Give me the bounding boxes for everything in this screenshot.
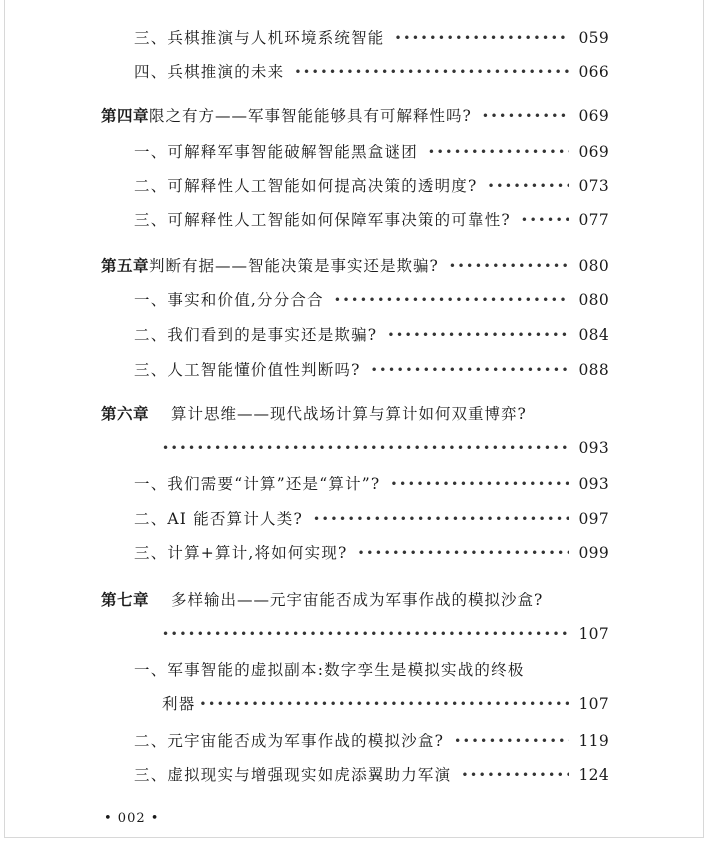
toc-entry-continuation[interactable] — [162, 624, 609, 645]
chapter-title: 算计思维——现代战场计算与算计如何双重博弈? — [171, 405, 527, 423]
toc-entry[interactable] — [134, 765, 609, 786]
toc-entry-title: 二、元宇宙能否成为军事作战的模拟沙盒? — [134, 732, 445, 750]
dot-leader — [482, 106, 569, 126]
toc-entry-title: 利器 — [162, 695, 196, 713]
toc-page-number: 077 — [578, 211, 609, 229]
toc-entry[interactable] — [134, 731, 609, 752]
dot-leader — [199, 694, 569, 714]
toc-entry[interactable] — [134, 142, 609, 163]
dot-leader — [449, 256, 569, 276]
toc-page-number: 119 — [578, 732, 609, 750]
toc-entry-title: 二、AI 能否算计人类? — [134, 510, 303, 528]
chapter-label: 第七章 — [101, 590, 150, 609]
toc-chapter-entry[interactable] — [101, 404, 609, 424]
toc-entry-title: 三、虚拟现实与增强现实如虎添翼助力军演 — [134, 766, 452, 784]
toc-entry[interactable] — [134, 62, 609, 83]
toc-entry-title: 一、我们需要“计算”还是“算计”? — [134, 475, 381, 493]
toc-entry[interactable] — [134, 509, 609, 530]
dot-leader — [387, 325, 569, 345]
toc-entry-continuation[interactable] — [162, 438, 609, 459]
dot-leader — [521, 210, 569, 230]
toc-page-number: 107 — [578, 625, 609, 643]
dot-leader — [454, 731, 569, 751]
toc-page-number: 080 — [578, 291, 609, 309]
chapter-title: 判断有据——智能决策是事实还是欺骗? — [149, 257, 439, 275]
toc-entry-title: 一、事实和价值,分分合合 — [134, 291, 324, 309]
dot-leader — [294, 62, 569, 82]
toc-chapter-entry[interactable] — [101, 590, 609, 610]
toc-entry-title: 一、可解释军事智能破解智能黑盒谜团 — [134, 143, 418, 161]
dot-leader — [395, 28, 569, 48]
dot-leader — [162, 438, 569, 458]
toc-entry[interactable] — [134, 28, 609, 49]
toc-entry[interactable] — [134, 176, 609, 197]
toc-page-number: 059 — [578, 29, 609, 47]
toc-entry[interactable] — [134, 325, 609, 346]
toc-entry[interactable] — [134, 543, 609, 564]
toc-page-number: 093 — [578, 475, 609, 493]
toc-entry-title: 三、计算+算计,将如何实现? — [134, 544, 348, 562]
toc-entry[interactable] — [134, 360, 609, 381]
toc-chapter-entry[interactable] — [101, 256, 609, 277]
toc-page-number: 093 — [578, 439, 609, 457]
chapter-label: 第四章 — [101, 106, 150, 125]
toc-entry-title: 二、可解释性人工智能如何提高决策的透明度? — [134, 177, 478, 195]
toc-page-number: 124 — [578, 766, 609, 784]
dot-leader — [358, 543, 569, 563]
toc-page-number: 088 — [578, 361, 609, 379]
chapter-title: 限之有方——军事智能能够具有可解释性吗? — [149, 107, 472, 125]
toc-page-number: 073 — [578, 177, 609, 195]
toc-entry[interactable] — [134, 474, 609, 495]
toc-page-number: 084 — [578, 326, 609, 344]
toc-entry-title: 四、兵棋推演的未来 — [134, 63, 285, 81]
toc-page-number: 080 — [578, 257, 609, 275]
toc-page-number: 066 — [578, 63, 609, 81]
toc-entry-continuation[interactable] — [162, 694, 609, 715]
toc-page-number: 069 — [578, 143, 609, 161]
chapter-title: 多样输出——元宇宙能否成为军事作战的模拟沙盒? — [171, 591, 544, 609]
toc-page-number: 069 — [578, 107, 609, 125]
dot-leader — [313, 509, 569, 529]
toc-entry[interactable] — [134, 290, 609, 311]
toc-page-number: 099 — [578, 544, 609, 562]
dot-leader — [461, 765, 569, 785]
dot-leader — [334, 290, 569, 310]
toc-entry-title: 二、我们看到的是事实还是欺骗? — [134, 326, 378, 344]
chapter-label: 第五章 — [101, 256, 150, 275]
toc-entry-title: 三、可解释性人工智能如何保障军事决策的可靠性? — [134, 211, 511, 229]
toc-entry-title: 三、人工智能懂价值性判断吗? — [134, 361, 361, 379]
page-folio: • 002 • — [104, 811, 160, 826]
dot-leader — [488, 176, 569, 196]
toc-entry-title: 三、兵棋推演与人机环境系统智能 — [134, 29, 385, 47]
dot-leader — [428, 142, 569, 162]
dot-leader — [162, 624, 569, 644]
toc-entry[interactable] — [134, 660, 609, 680]
dot-leader — [371, 360, 569, 380]
toc-entry[interactable] — [134, 210, 609, 231]
toc-chapter-entry[interactable] — [101, 106, 609, 127]
dot-leader — [390, 474, 569, 494]
chapter-label: 第六章 — [101, 404, 150, 423]
toc-entry-title: 一、军事智能的虚拟副本:数字孪生是模拟实战的终极 — [134, 661, 525, 679]
toc-page-number: 107 — [578, 695, 609, 713]
toc-page-number: 097 — [578, 510, 609, 528]
